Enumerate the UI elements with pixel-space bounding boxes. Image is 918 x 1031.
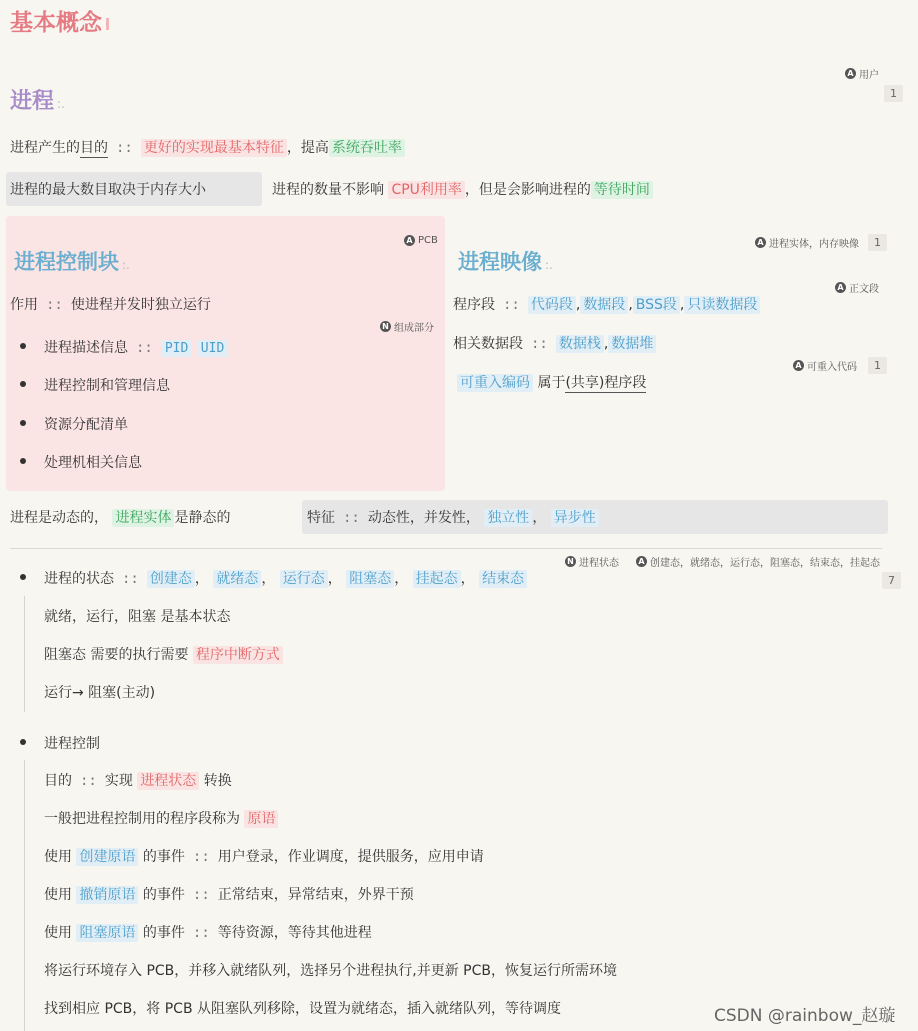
states-badge-a[interactable]: A 创建态，就绪态，运行态，阻塞态，结束态，挂起态	[636, 554, 880, 569]
state-tag[interactable]: 阻塞态	[346, 570, 394, 588]
run-blocked-text: 运行→ 阻塞(主动)	[44, 685, 156, 701]
program-segment-line: 程序段 :: 代码段 , 数据段 , BSS段 , 只读数据段	[453, 294, 760, 314]
throughput-tag[interactable]: 系统吞吐率	[329, 139, 405, 157]
reentrant-count[interactable]: 1	[868, 357, 887, 374]
composition-badge[interactable]: N 组成部分	[380, 319, 434, 334]
bullet-dot	[20, 420, 26, 426]
pcb-item: 处理机相关信息	[44, 455, 142, 471]
uid-tag[interactable]: UID	[197, 340, 228, 357]
process-state-tag[interactable]: 进程状态	[137, 772, 199, 790]
process-purpose-line: 进程产生的目的 :: 更好的实现最基本特征 ，提高 系统吞吐率	[10, 137, 405, 157]
badge-n-icon: N	[380, 321, 391, 332]
pid-tag[interactable]: PID	[161, 340, 192, 357]
create-primitive-line: 使用 创建原语 的事件 :: 用户登录，作业调度，提供服务，应用申请	[44, 849, 484, 865]
cancel-primitive-tag[interactable]: 撤销原语	[76, 886, 138, 904]
state-tag[interactable]: 就绪态	[213, 570, 261, 588]
section-heading-pcb: 进程控制块 :.	[14, 250, 130, 274]
feature-line: 特征 :: 动态性，并发性， 独立性 ， 异步性	[307, 507, 599, 527]
async-tag[interactable]: 异步性	[551, 509, 599, 527]
badge-a-icon: A	[845, 68, 856, 79]
reentrant-line: 可重入编码 属于(共享)程序段	[457, 372, 646, 392]
data-segment-line: 相关数据段 :: 数据栈 , 数据堆	[453, 333, 656, 353]
reentrant-tag[interactable]: 可重入编码	[457, 374, 533, 392]
badge-a-icon: A	[793, 360, 804, 371]
state-tag[interactable]: 运行态	[280, 570, 328, 588]
block-primitive-tag[interactable]: 阻塞原语	[76, 924, 138, 942]
user-badge[interactable]: A 用户	[845, 66, 879, 81]
badge-a-icon: A	[835, 282, 846, 293]
bullet-dot	[20, 458, 26, 464]
max-count-text: 进程的最大数目取决于内存大小	[10, 182, 206, 198]
link-count[interactable]: 1	[884, 85, 903, 102]
basic-states-text: 就绪，运行，阻塞 是基本状态	[44, 609, 231, 625]
data-heap-tag[interactable]: 数据堆	[608, 335, 656, 353]
bullet-dot	[20, 739, 26, 745]
rodata-seg-tag[interactable]: 只读数据段	[684, 296, 760, 314]
control-purpose-line: 目的 :: 实现 进程状态 转换	[44, 773, 232, 789]
image-badge[interactable]: A 进程实体，内存映像	[755, 235, 859, 250]
count-effect-line: 进程的数量不影响 CPU利用率 ，但是会影响进程的 等待时间	[272, 179, 653, 199]
bss-seg-tag[interactable]: BSS段	[633, 296, 680, 314]
image-count[interactable]: 1	[868, 234, 887, 251]
text-segment-badge[interactable]: A 正文段	[835, 280, 879, 295]
data-seg-tag[interactable]: 数据段	[580, 296, 628, 314]
pcb-role-line: 作用 :: 使进程并发时独立运行	[10, 297, 211, 313]
pcb-item: 进程控制和管理信息	[44, 378, 170, 394]
primitive-tag[interactable]: 原语	[244, 810, 278, 828]
blocked-line: 阻塞态 需要的执行需要 程序中断方式	[44, 644, 283, 664]
state-tag[interactable]: 挂起态	[413, 570, 461, 588]
shared-program-link[interactable]: (共享)程序段	[565, 375, 647, 391]
wakeup-text: 找到相应 PCB，将 PCB 从阻塞队列移除，设置为就绪态，插入就绪队列，等待调度	[44, 1001, 561, 1017]
badge-n-icon: N	[565, 556, 576, 567]
indent-guide	[24, 760, 25, 1031]
page-title: 基本概念	[10, 4, 109, 37]
bullet-dot	[20, 381, 26, 387]
code-seg-tag[interactable]: 代码段	[528, 296, 576, 314]
pcb-badge[interactable]: A PCB	[404, 235, 438, 246]
divider	[10, 548, 882, 549]
independence-tag[interactable]: 独立性	[484, 509, 532, 527]
cancel-primitive-line: 使用 撤销原语 的事件 :: 正常结束，异常结束，外界干预	[44, 887, 414, 903]
bullet-dot	[20, 574, 26, 580]
primitive-line: 一般把进程控制用的程序段称为 原语	[44, 808, 278, 828]
switch-context-text: 将运行环境存入 PCB，并移入就绪队列，选择另个进程执行,并更新 PCB，恢复运行所需环境	[44, 963, 617, 979]
badge-a-icon: A	[404, 235, 415, 246]
badge-a-icon: A	[755, 237, 766, 248]
states-line: 进程的状态 :: 创建态 ， 就绪态 ， 运行态 ， 阻塞态 ， 挂起态 ， 结束态	[44, 568, 527, 588]
pcb-item: 进程描述信息 :: PID UID	[44, 337, 228, 357]
wait-tag[interactable]: 等待时间	[591, 181, 653, 199]
create-primitive-tag[interactable]: 创建原语	[76, 848, 138, 866]
data-stack-tag[interactable]: 数据栈	[556, 335, 604, 353]
cpu-tag[interactable]: CPU利用率	[388, 181, 464, 199]
state-tag[interactable]: 创建态	[147, 570, 195, 588]
entity-tag[interactable]: 进程实体	[112, 509, 174, 527]
indent-guide	[24, 596, 25, 712]
title-marker	[106, 18, 109, 30]
dynamic-line: 进程是动态的， 进程实体 是静态的	[10, 510, 231, 526]
purpose-tag[interactable]: 更好的实现最基本特征	[141, 139, 287, 157]
watermark: CSDN @rainbow_赵璇	[714, 1006, 896, 1026]
reentrant-badge[interactable]: A 可重入代码	[793, 358, 857, 373]
state-tag[interactable]: 结束态	[479, 570, 527, 588]
states-count[interactable]: 7	[882, 572, 901, 589]
bullet-dot	[20, 343, 26, 349]
section-heading-image: 进程映像 :.	[458, 250, 553, 274]
interrupt-tag[interactable]: 程序中断方式	[193, 646, 283, 664]
purpose-link[interactable]: 目的	[80, 140, 108, 156]
badge-a-icon: A	[636, 556, 647, 567]
block-primitive-line: 使用 阻塞原语 的事件 :: 等待资源，等待其他进程	[44, 925, 372, 941]
pcb-item: 资源分配清单	[44, 417, 128, 433]
states-badge-n[interactable]: N 进程状态	[565, 554, 619, 569]
control-label: 进程控制	[44, 736, 100, 752]
section-heading-process: 进程 :.	[10, 89, 65, 114]
